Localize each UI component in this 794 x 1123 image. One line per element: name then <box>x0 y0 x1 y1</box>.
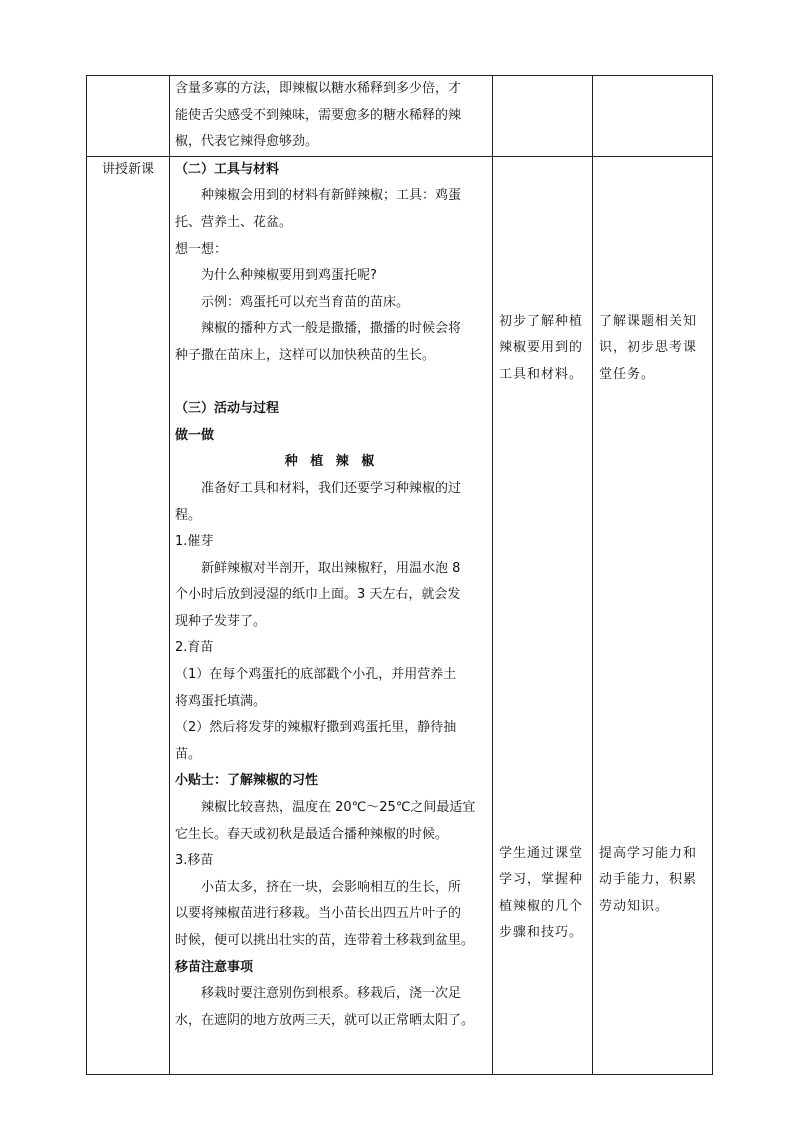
step2-2-line-1: （2）然后将发芽的辣椒籽撒到鸡蛋托里，静待抽 <box>175 720 457 736</box>
table-row-intro <box>87 76 713 157</box>
student-first-line-3: 工具和材料。 <box>499 366 584 382</box>
intent-second-line-2: 动手能力，积累 <box>599 872 698 888</box>
step2-1-line-1: （1）在每个鸡蛋托的底部戳个小孔，并用营养土 <box>175 667 457 683</box>
step1-line-3: 现种子发芽了。 <box>175 613 267 629</box>
step1-label: 1.催芽 <box>175 534 214 550</box>
student-first-line-2: 辣椒要用到的 <box>499 340 584 356</box>
think-question: 为什么种辣椒要用到鸡蛋托呢? <box>201 268 377 284</box>
sec2-para-line-2: 托、营养土、花盆。 <box>175 214 293 230</box>
intent-first-line-2: 识，初步思考课 <box>599 340 698 356</box>
prep-line-2: 程。 <box>175 507 202 523</box>
stage-label: 讲授新课 <box>101 161 154 177</box>
stage-cell-empty <box>87 76 170 157</box>
sec3-heading: （三）活动与过程 <box>175 401 280 417</box>
student-activity-first <box>493 157 592 389</box>
intro-line-1: 含量多寡的方法，即辣椒以糖水稀释到多少倍，才 <box>175 81 462 96</box>
sec2-para-line-1: 种辣椒会用到的材料有新鲜辣椒；工具：鸡蛋 <box>201 188 462 204</box>
sec2-heading: （二）工具与材料 <box>175 161 280 177</box>
student-second-line-1: 学生通过课堂 <box>499 845 584 861</box>
notes-line-1: 移栽时要注意别伤到根系。移栽后，浇一次足 <box>201 986 462 1002</box>
step1-line-2: 个小时后放到浸湿的纸巾上面。3 天左右，就会发 <box>175 587 461 603</box>
notes-line-2: 水，在遮阴的地方放两三天，就可以正常晒太阳了。 <box>175 1012 475 1028</box>
sow-line-1: 辣椒的播种方式一般是撒播，撒播的时候会将 <box>201 321 462 337</box>
step3-line-1: 小苗太多，挤在一块，会影响相互的生长，所 <box>201 879 462 895</box>
student-cell-empty <box>493 76 593 157</box>
notes-label: 移苗注意事项 <box>175 959 254 975</box>
content-cell-intro <box>170 76 493 157</box>
intent-second-line-3: 劳动知识。 <box>599 898 670 914</box>
student-activity-cell <box>493 156 593 1074</box>
prep-line-1: 准备好工具和材料，我们还要学习种辣椒的过 <box>201 480 462 496</box>
step2-2-line-2: 苗。 <box>175 746 202 762</box>
tip-line-1: 辣椒比较喜热，温度在 20℃～25℃之间最适宜 <box>201 800 476 816</box>
activity-title: 种 植 辣 椒 <box>284 454 379 470</box>
student-second-line-4: 步骤和技巧。 <box>499 925 584 941</box>
step3-label: 3.移苗 <box>175 853 214 869</box>
intent-first-line-3: 堂任务。 <box>599 366 656 382</box>
think-label: 想一想： <box>175 241 228 257</box>
think-example: 示例：鸡蛋托可以充当育苗的苗床。 <box>201 294 410 310</box>
step2-label: 2.育苗 <box>175 640 214 656</box>
stage-cell <box>87 156 170 1074</box>
sow-line-2: 种子撒在苗床上，这样可以加快秧苗的生长。 <box>175 347 436 363</box>
step3-line-3: 时候，便可以挑出壮实的苗，连带着土移栽到盆里。 <box>175 933 475 948</box>
student-first-line-1: 初步了解种植 <box>499 313 584 329</box>
design-intent-cell <box>593 156 713 1074</box>
do-label: 做一做 <box>175 427 215 443</box>
intro-line-3: 椒，代表它辣得愈够劲。 <box>175 134 319 150</box>
lesson-plan-table <box>86 75 713 1075</box>
design-intent-first <box>593 157 712 389</box>
content-cell <box>170 156 493 1074</box>
design-intent-second <box>593 389 712 921</box>
step1-line-1: 新鲜辣椒对半剖开，取出辣椒籽，用温水泡 8 <box>201 560 461 576</box>
student-second-line-2: 学习，掌握种 <box>499 872 584 888</box>
intent-second-line-1: 提高学习能力和 <box>599 845 698 861</box>
tip-label: 小贴士：了解辣椒的习性 <box>175 773 319 789</box>
step2-1-line-2: 将鸡蛋托填满。 <box>175 693 267 709</box>
intro-line-2: 能使舌尖感受不到辣味，需要愈多的糖水稀释的辣 <box>175 107 462 123</box>
tip-line-2: 它生长。春天或初秋是最适合播种辣椒的时候。 <box>175 826 449 842</box>
student-activity-second <box>493 389 592 947</box>
student-second-line-3: 植辣椒的几个 <box>499 898 584 914</box>
intent-cell-empty <box>593 76 713 157</box>
table-row-new-lesson <box>87 156 713 1074</box>
step3-line-2: 以要将辣椒苗进行移栽。当小苗长出四五片叶子的 <box>175 906 462 922</box>
intent-first-line-1: 了解课题相关知 <box>599 313 698 329</box>
